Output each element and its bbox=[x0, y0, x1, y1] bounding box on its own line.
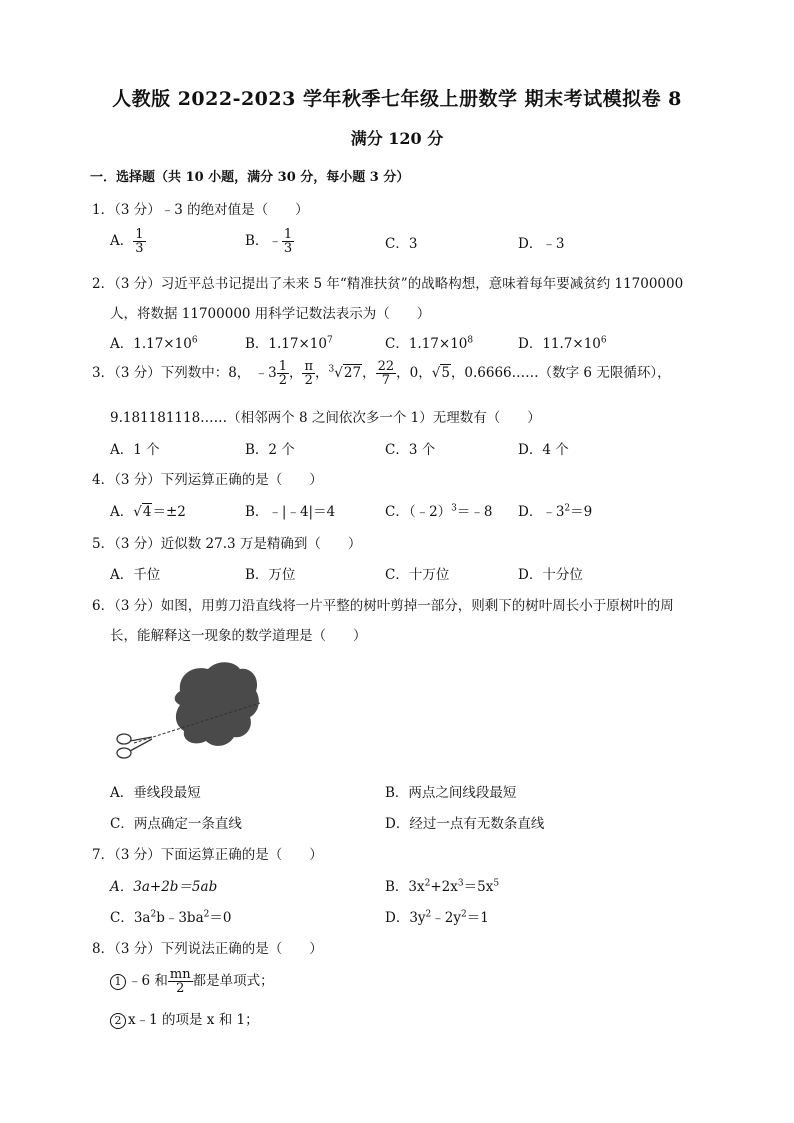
question-2-stem-line2: 人，将数据 11700000 用科学记数法表示为（ ） bbox=[110, 306, 431, 322]
q1-option-d: D．﹣3 bbox=[518, 236, 565, 252]
q7-option-b: B．$3x^2+2x^3=5x^5$ bbox=[385, 878, 500, 895]
q5-option-b: B．万位 bbox=[245, 567, 296, 583]
question-7-stem: 7．（3 分）下面运算正确的是（ ） bbox=[92, 847, 323, 863]
question-4-stem: 4．（3 分）下列运算正确的是（ ） bbox=[92, 472, 323, 488]
question-2-stem-line1: 2．（3 分）习近平总书记提出了未来 5 年“精准扶贫”的战略构想，意味着每年要减贫约 11700000 bbox=[92, 276, 684, 292]
page-title: 人教版 2022-2023 学年秋季七年级上册数学 期末考试模拟卷 8 bbox=[112, 88, 682, 110]
q3-option-d: D．4 个 bbox=[518, 442, 569, 458]
fraction: $\frac{mn}{2}$ bbox=[169, 967, 191, 996]
question-5-stem: 5．（3 分）近似数 27.3 万是精确到（ ） bbox=[92, 536, 362, 552]
fraction: $\frac{1}{3}$ bbox=[283, 227, 293, 256]
q5-option-d: D．十分位 bbox=[518, 567, 583, 583]
q2-option-a: A．$1.17\times 10^6$ bbox=[110, 335, 198, 352]
circled-number: 1 bbox=[110, 974, 126, 990]
scissors-icon bbox=[117, 734, 152, 758]
q6-option-a: A．垂线段最短 bbox=[110, 785, 201, 801]
question-8-stem: 8．（3 分）下列说法正确的是（ ） bbox=[92, 941, 323, 957]
q6-option-d: D．经过一点有无数条直线 bbox=[385, 816, 545, 832]
question-6-stem-line1: 6．（3 分）如图，用剪刀沿直线将一片平整的树叶剪掉一部分，则剩下的树叶周长小于原树叶的周 bbox=[92, 598, 674, 614]
q2-option-d: D．$11.7\times 10^6$ bbox=[518, 335, 607, 352]
q4-option-d: D．$﹣3^2=9$ bbox=[518, 503, 593, 520]
q8-item-2: 2 x﹣1 的项是 x 和 1； bbox=[110, 1008, 259, 1029]
question-3-stem-line1: 3．（3 分）下列数中：8， ﹣3 $\frac{1}{2}$ ， $\frac{\pi}{2}$ ，$^3$√27， $\frac{22}{7}$ ，0，√5，0.6666……（数字 6 无限循环）， bbox=[92, 359, 671, 388]
q6-option-c: C．两点确定一条直线 bbox=[110, 816, 242, 832]
page-subtitle: 满分 120 分 bbox=[350, 129, 444, 148]
question-3-stem-line2: 9.181181118……（相邻两个 8 之间依次多一个 1）无理数有（ ） bbox=[110, 410, 541, 426]
question-1-stem: 1．（3 分）﹣3 的绝对值是（ ） bbox=[92, 202, 309, 218]
q6-option-b: B．两点之间线段最短 bbox=[385, 785, 517, 801]
fraction: $\frac{1}{2}$ bbox=[278, 359, 287, 388]
leaf-shape bbox=[175, 662, 259, 746]
q3-option-c: C．3 个 bbox=[385, 442, 436, 458]
q3-option-b: B．2 个 bbox=[245, 442, 295, 458]
q8-item-1: 1 ﹣6 和 $\frac{mn}{2}$ 都是单项式； bbox=[110, 968, 274, 995]
q7-option-d: D．$3y^2﹣2y^2=1$ bbox=[385, 909, 489, 926]
q3-option-a: A．1 个 bbox=[110, 442, 160, 458]
q4-option-b: B．﹣|﹣4|＝4 bbox=[245, 504, 336, 520]
q1-option-a: A． $\frac{1}{3}$ bbox=[110, 227, 144, 256]
question-6-stem-line2: 长，能解释这一现象的数学道理是（ ） bbox=[110, 628, 367, 644]
fraction: $\frac{22}{7}$ bbox=[377, 359, 395, 388]
fraction: $\frac{1}{3}$ bbox=[135, 227, 144, 256]
fraction: $\frac{\pi}{2}$ bbox=[304, 359, 314, 388]
q4-option-c: C．（﹣2）$^3$＝﹣8 bbox=[385, 503, 493, 520]
q5-option-a: A．千位 bbox=[110, 567, 161, 583]
leaf-scissors-figure bbox=[110, 655, 270, 765]
q7-option-a: A．3a+2b＝5ab bbox=[110, 879, 218, 895]
q5-option-c: C．十万位 bbox=[385, 567, 450, 583]
circled-number: 2 bbox=[110, 1013, 126, 1029]
q1-option-c: C．3 bbox=[385, 236, 418, 252]
q1-option-b: B．﹣ $\frac{1}{3}$ bbox=[245, 227, 293, 256]
q2-option-c: C．$1.17\times 10^8$ bbox=[385, 335, 474, 352]
q7-option-c: C．$3a^2b﹣3ba^2=0$ bbox=[110, 909, 232, 926]
section-heading: 一．选择题（共 10 小题，满分 30 分，每小题 3 分） bbox=[90, 170, 410, 185]
q2-option-b: B．$1.17\times 10^7$ bbox=[245, 335, 333, 352]
q4-option-a: A．√4＝±2 bbox=[110, 504, 186, 520]
